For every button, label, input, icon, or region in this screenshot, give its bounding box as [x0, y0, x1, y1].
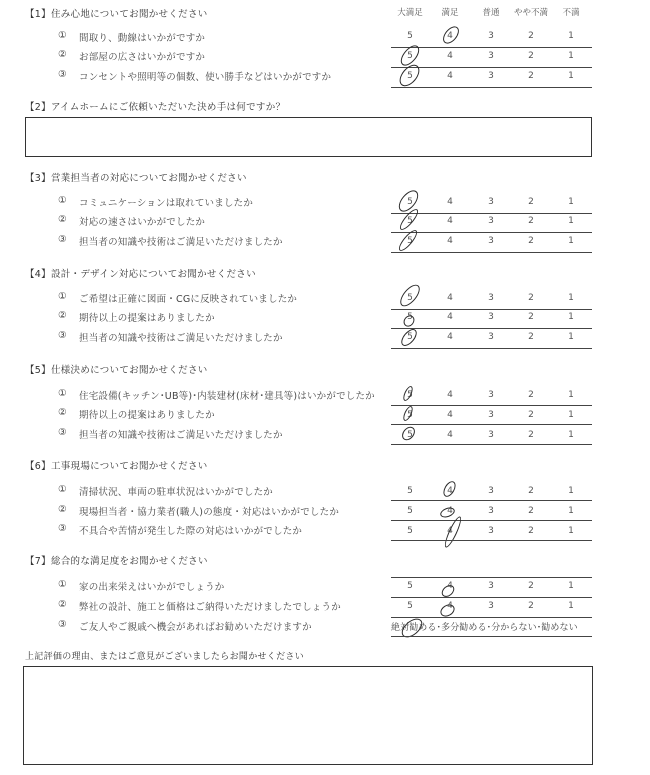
score-option-1[interactable]: 1: [568, 601, 574, 611]
score-option-4[interactable]: 4: [447, 526, 453, 536]
score-option-1[interactable]: 1: [568, 71, 574, 81]
score-option-4[interactable]: 4: [447, 31, 453, 41]
section-5-title: 【5】仕様決めについてお聞かせください: [25, 365, 208, 376]
question-number: ③: [58, 234, 67, 245]
score-option-3[interactable]: 3: [488, 71, 494, 81]
score-option-3[interactable]: 3: [488, 216, 494, 226]
question-text: ご友人やご親戚へ機会があればお勧めいただけますか: [79, 622, 312, 633]
score-option-2[interactable]: 2: [528, 430, 534, 440]
question-number: ③: [58, 427, 67, 438]
score-option-5[interactable]: 5: [407, 216, 413, 226]
score-option-3[interactable]: 3: [488, 51, 494, 61]
question-text: 対応の速さはいかがでしたか: [79, 217, 206, 228]
score-option-4[interactable]: 4: [447, 601, 453, 611]
section-2-title: 【2】アイムホームにご依頼いただいた決め手は何ですか？: [25, 102, 286, 113]
score-option-3[interactable]: 3: [488, 197, 494, 207]
question-text: 担当者の知識や技術はご満足いただけましたか: [79, 237, 283, 248]
score-option-5[interactable]: 5: [407, 312, 413, 322]
question-text: 弊社の設計、施工と価格はご納得いただけましたでしょうか: [79, 602, 341, 613]
row-underline: [391, 405, 592, 406]
comments-label: 上記評価の理由、またはご意見がございましたらお聞かせください: [25, 652, 305, 662]
score-option-4[interactable]: 4: [447, 581, 453, 591]
score-option-5[interactable]: 5: [407, 581, 413, 591]
score-option-1[interactable]: 1: [568, 293, 574, 303]
score-option-2[interactable]: 2: [528, 581, 534, 591]
scale-header-very-satisfied: 大満足: [397, 8, 423, 18]
score-option-4[interactable]: 4: [447, 430, 453, 440]
score-option-4[interactable]: 4: [447, 236, 453, 246]
score-option-1[interactable]: 1: [568, 332, 574, 342]
score-option-3[interactable]: 3: [488, 410, 494, 420]
score-option-3[interactable]: 3: [488, 236, 494, 246]
question-number: ②: [58, 49, 67, 60]
question-number: ②: [58, 310, 67, 321]
score-option-4[interactable]: 4: [447, 216, 453, 226]
question-number: ②: [58, 504, 67, 515]
question-number: ②: [58, 407, 67, 418]
question-number: ②: [58, 599, 67, 610]
scale-header-dissatisfied: 不満: [562, 8, 580, 18]
score-option-1[interactable]: 1: [568, 236, 574, 246]
question-number: ③: [58, 69, 67, 80]
question-text: 現場担当者・協力業者(職人)の態度・対応はいかがでしたか: [79, 507, 340, 518]
question-number: ③: [58, 330, 67, 341]
score-option-1[interactable]: 1: [568, 312, 574, 322]
section-1-title: 【1】住み心地についてお聞かせください: [25, 9, 208, 20]
score-option-1[interactable]: 1: [568, 581, 574, 591]
question-text: 清掃状況、車両の駐車状況はいかがでしたか: [79, 487, 274, 498]
score-option-5[interactable]: 5: [407, 236, 413, 246]
score-option-5[interactable]: 5: [407, 332, 413, 342]
score-option-5[interactable]: 5: [407, 293, 413, 303]
score-option-2[interactable]: 2: [528, 216, 534, 226]
row-underline: [391, 636, 592, 637]
score-option-5[interactable]: 5: [407, 51, 413, 61]
score-option-4[interactable]: 4: [447, 197, 453, 207]
score-option-3[interactable]: 3: [488, 601, 494, 611]
section-4-title: 【4】設計・デザイン対応についてお聞かせください: [25, 269, 256, 280]
comments-textarea[interactable]: [23, 666, 593, 765]
section-6-title: 【6】工事現場についてお聞かせください: [25, 461, 208, 472]
row-underline: [391, 597, 592, 598]
question-number: ②: [58, 214, 67, 225]
question-text: お部屋の広さはいかがですか: [79, 52, 206, 63]
score-option-3[interactable]: 3: [488, 332, 494, 342]
question-number: ①: [58, 579, 67, 590]
question-number: ③: [58, 523, 67, 534]
score-option-2[interactable]: 2: [528, 197, 534, 207]
scale-header-neutral: 普通: [482, 8, 500, 18]
score-option-2[interactable]: 2: [528, 71, 534, 81]
decision-factor-answer-box[interactable]: [25, 117, 592, 157]
score-option-5[interactable]: 5: [407, 410, 413, 420]
question-text: 担当者の知識や技術はご満足いただけましたか: [79, 333, 283, 344]
recommend-options[interactable]: 絶対勧める･多分勧める･分からない･勧めない: [391, 623, 578, 633]
score-option-4[interactable]: 4: [447, 51, 453, 61]
score-option-5[interactable]: 5: [407, 430, 413, 440]
score-option-2[interactable]: 2: [528, 506, 534, 516]
score-option-5[interactable]: 5: [407, 526, 413, 536]
question-number: ①: [58, 291, 67, 302]
question-number: ①: [58, 388, 67, 399]
score-option-3[interactable]: 3: [488, 486, 494, 496]
score-option-4[interactable]: 4: [447, 312, 453, 322]
score-option-1[interactable]: 1: [568, 216, 574, 226]
score-option-4[interactable]: 4: [447, 332, 453, 342]
score-option-5[interactable]: 5: [407, 506, 413, 516]
question-text: コンセントや照明等の個数、使い勝手などはいかがですか: [79, 72, 332, 83]
question-text: 間取り、動線はいかがですか: [79, 33, 206, 44]
score-option-3[interactable]: 3: [488, 312, 494, 322]
row-underline: [391, 444, 592, 445]
row-underline: [391, 232, 592, 233]
score-option-5[interactable]: 5: [407, 390, 413, 400]
section-3-title: 【3】営業担当者の対応についてお聞かせください: [25, 173, 247, 184]
question-text: 担当者の知識や技術はご満足いただけましたか: [79, 430, 283, 441]
row-underline: [391, 328, 592, 329]
score-option-3[interactable]: 3: [488, 390, 494, 400]
question-number: ①: [58, 484, 67, 495]
score-option-5[interactable]: 5: [407, 71, 413, 81]
row-underline: [391, 500, 592, 501]
score-option-2[interactable]: 2: [528, 312, 534, 322]
row-underline: [391, 617, 592, 618]
row-underline: [391, 213, 592, 214]
question-text: コミュニケーションは取れていましたか: [79, 198, 254, 209]
question-text: 家の出来栄えはいかがでしょうか: [79, 582, 225, 593]
score-option-2[interactable]: 2: [528, 410, 534, 420]
score-option-4[interactable]: 4: [447, 293, 453, 303]
score-option-1[interactable]: 1: [568, 506, 574, 516]
question-text: 期待以上の提案はありましたか: [79, 313, 215, 324]
score-option-2[interactable]: 2: [528, 601, 534, 611]
score-option-1[interactable]: 1: [568, 410, 574, 420]
score-option-1[interactable]: 1: [568, 197, 574, 207]
score-option-3[interactable]: 3: [488, 506, 494, 516]
row-topline: [391, 577, 592, 578]
score-option-4[interactable]: 4: [447, 506, 453, 516]
score-option-3[interactable]: 3: [488, 31, 494, 41]
score-option-4[interactable]: 4: [447, 410, 453, 420]
score-option-2[interactable]: 2: [528, 390, 534, 400]
score-option-2[interactable]: 2: [528, 236, 534, 246]
score-option-3[interactable]: 3: [488, 293, 494, 303]
score-option-5[interactable]: 5: [407, 197, 413, 207]
score-option-1[interactable]: 1: [568, 486, 574, 496]
scale-header-satisfied: 満足: [441, 8, 459, 18]
score-option-2[interactable]: 2: [528, 486, 534, 496]
score-option-1[interactable]: 1: [568, 390, 574, 400]
row-underline: [391, 47, 592, 48]
score-option-4[interactable]: 4: [447, 486, 453, 496]
score-option-1[interactable]: 1: [568, 51, 574, 61]
row-underline: [391, 67, 592, 68]
score-option-3[interactable]: 3: [488, 581, 494, 591]
score-option-2[interactable]: 2: [528, 51, 534, 61]
question-text: 住宅設備(キッチン･UB等)･内装建材(床材･建具等)はいかがでしたか: [79, 391, 375, 402]
score-option-3[interactable]: 3: [488, 430, 494, 440]
score-option-2[interactable]: 2: [528, 332, 534, 342]
score-option-2[interactable]: 2: [528, 293, 534, 303]
row-underline: [391, 252, 592, 253]
score-option-1[interactable]: 1: [568, 31, 574, 41]
score-option-4[interactable]: 4: [447, 71, 453, 81]
score-option-1[interactable]: 1: [568, 430, 574, 440]
row-underline: [391, 520, 592, 521]
score-option-5[interactable]: 5: [407, 601, 413, 611]
score-option-3[interactable]: 3: [488, 526, 494, 536]
scale-header-somewhat-dissatisfied: やや不満: [513, 8, 548, 18]
score-option-5[interactable]: 5: [407, 31, 413, 41]
question-text: 期待以上の提案はありましたか: [79, 410, 215, 421]
row-underline: [391, 309, 592, 310]
score-option-2[interactable]: 2: [528, 31, 534, 41]
question-text: ご希望は正確に図面・CGに反映されていましたか: [79, 294, 298, 305]
question-number: ①: [58, 195, 67, 206]
section-7-title: 【7】総合的な満足度をお聞かせください: [25, 556, 208, 567]
question-number: ③: [58, 619, 67, 630]
row-underline: [391, 540, 592, 541]
row-underline: [391, 87, 592, 88]
row-underline: [391, 424, 592, 425]
score-option-5[interactable]: 5: [407, 486, 413, 496]
question-number: ①: [58, 30, 67, 41]
score-option-2[interactable]: 2: [528, 526, 534, 536]
row-underline: [391, 348, 592, 349]
question-text: 不具合や苦情が発生した際の対応はいかがでしたか: [79, 526, 303, 537]
score-option-1[interactable]: 1: [568, 526, 574, 536]
score-option-4[interactable]: 4: [447, 390, 453, 400]
